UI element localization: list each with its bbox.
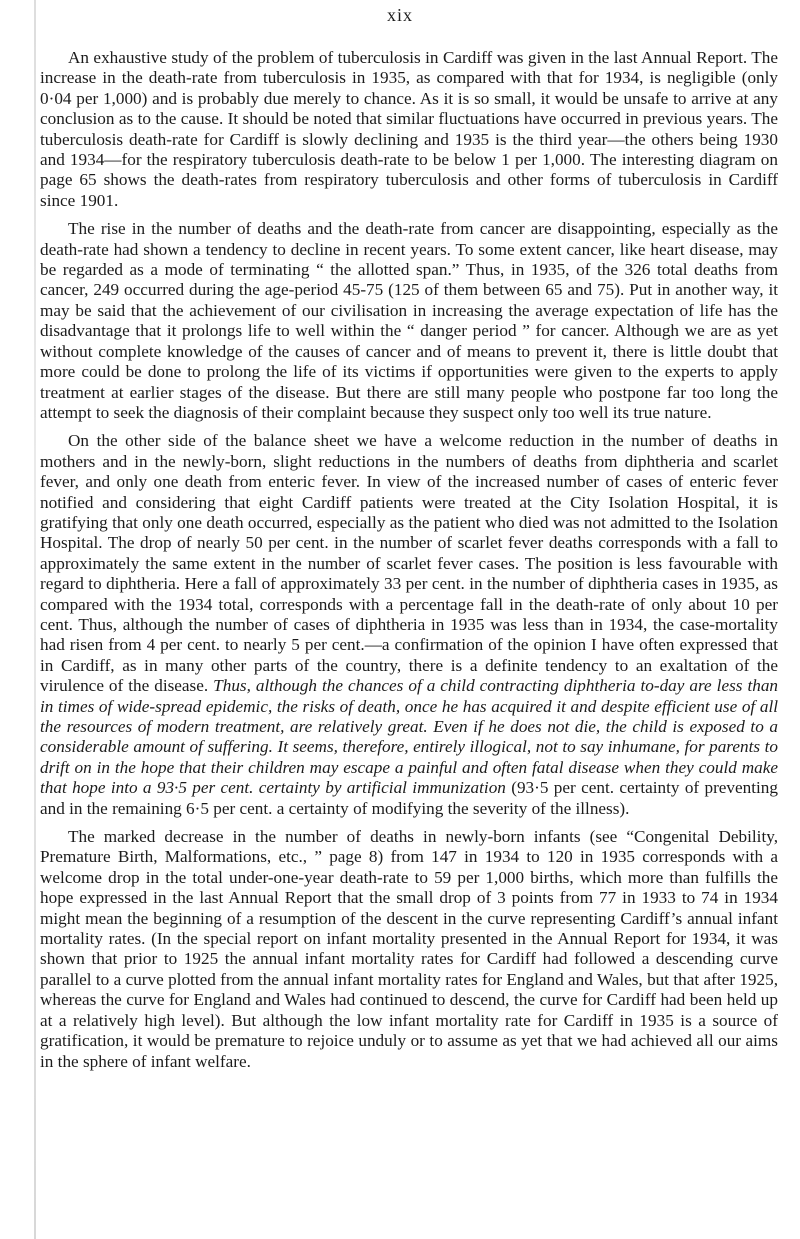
binding-edge-shadow [34,0,36,1239]
paragraph-infectious-diseases [40,431,778,819]
emphasized-passage: Thus, although the chances of a child contracting diphtheria to-day are less than in times of wide-spread epidemic, the risks of death, once he has acquired it and despite efficient use of all the resources of modern treatment, are relatively great. Even if he does not die, the child is exposed to a considerable amount of suffering. It seems, therefore, entirely illogical, not to say inhumane, for parents to drift on in the hope that their children may escape a painful and often fatal disease when they could make that hope into a 93·5 per cent. certainty by artificial immunization [40,676,779,798]
paragraph-text: On the other side of the balance sheet we have a welcome reduction in the number of deaths in mothers and in the newly-born, slight reductions in the numbers of deaths from diphtheria and scarlet fever, and only one death from enteric fever. In view of the increased number of cases of enteric fever notified and considering that eight Cardiff patients were treated at the City Isolation Hospital, it is gratifying that only one death occurred, especially as the patient who died was not admitted to the Isolation Hospital. The drop of nearly 50 per cent. in the number of scarlet fever deaths corresponds with a fall to approximately the same extent in the number of scarlet fever cases. The position is less favourable with regard to diphtheria. Here a fall of approximately 33 per cent. in the number of diphtheria cases in 1935, as compared with the 1934 total, corresponds with a percentage fall in the death-rate of only about 10 per cent. Thus, although the number of cases of diphtheria in 1935 was less than in 1934, the case-mortality had risen from 4 per cent. to nearly 5 per cent.—a confirmation of the opinion I have often expressed that in Cardiff, as in many other parts of the country, there is a definite tendency to an exaltation of the virulence of the disease. [40,431,778,696]
paragraph-infant-mortality: The marked decrease in the number of deaths in newly-born infants (see “Congenital Debility, Premature Birth, Malformations, etc., ” page 8) from 147 in 1934 to 120 in 1935 corresponds with a welcome drop in the total under-one-year death-rate to 59 per 1,000 births, which more than fulfills the hope expressed in the last Annual Report that the small drop of 3 points from 77 in 1933 to 74 in 1934 might mean the beginning of a resumption of the descent in the curve representing Cardiff’s annual infant mortality rates. (In the special report on infant mortality presented in the Annual Report for 1934, it was shown that prior to 1925 the annual infant mortality rates for Cardiff had followed a descending curve parallel to a curve plotted from the annual infant mortality rates for England and Wales, but that after 1925, whereas the curve for England and Wales had continued to descend, the curve for Cardiff had been held up at a relatively high level). But although the low infant mortality rate for Cardiff in 1935 is a source of gratification, it would be premature to rejoice unduly or to assume as yet that we had achieved all our aims in the sphere of infant welfare. [40,827,778,1071]
body-text [40,48,778,1080]
paragraph-tuberculosis: An exhaustive study of the problem of tuberculosis in Cardiff was given in the last Annual Report. The increase in the death-rate from tuberculosis in 1935, as compared with that for 1934, is negligible (only 0·04 per 1,000) and is probably due merely to chance. As it is so small, it would be unsafe to arrive at any conclusion as to the cause. It should be noted that similar fluctuations have occurred in previous years. The tuberculosis death-rate for Cardiff is slowly declining and 1935 is the third year—the others being 1930 and 1934—for the respiratory tuberculosis death-rate to be below 1 per 1,000. The interesting diagram on page 65 shows the death-rates from respiratory tuberculosis and other forms of tuberculosis in Cardiff since 1901. [40,48,778,210]
page-number: xix [386,5,413,25]
paragraph-text: (93·5 per cent. certainty of preventing and in the remaining 6·5 per cent. a certainty of modifying the severity of the illness). [40,778,778,818]
paragraph-cancer: The rise in the number of deaths and the death-rate from cancer are disappointing, especially as the death-rate had shown a tendency to decline in recent years. To some extent cancer, like heart disease, may be regarded as a mode of terminating “ the allotted span.” Thus, in 1935, of the 326 total deaths from cancer, 249 occurred during the age-period 45-75 (125 of them between 65 and 75). Put in another way, it may be said that the achievement of our civilisation in increasing the average expectation of life has the disadvantage that it prolongs life to well within the “ danger period ” for cancer. Although we are as yet without complete knowledge of the causes of cancer and of means to prevent it, there is little doubt that more could be done to prolong the life of its victims if opportunities were given to the experts to apply treatment at earlier stages of the disease. But there are still many people who postpone far too long the attempt to seek the diagnosis of their complaint because they suspect only too well its true nature. [40,219,778,422]
